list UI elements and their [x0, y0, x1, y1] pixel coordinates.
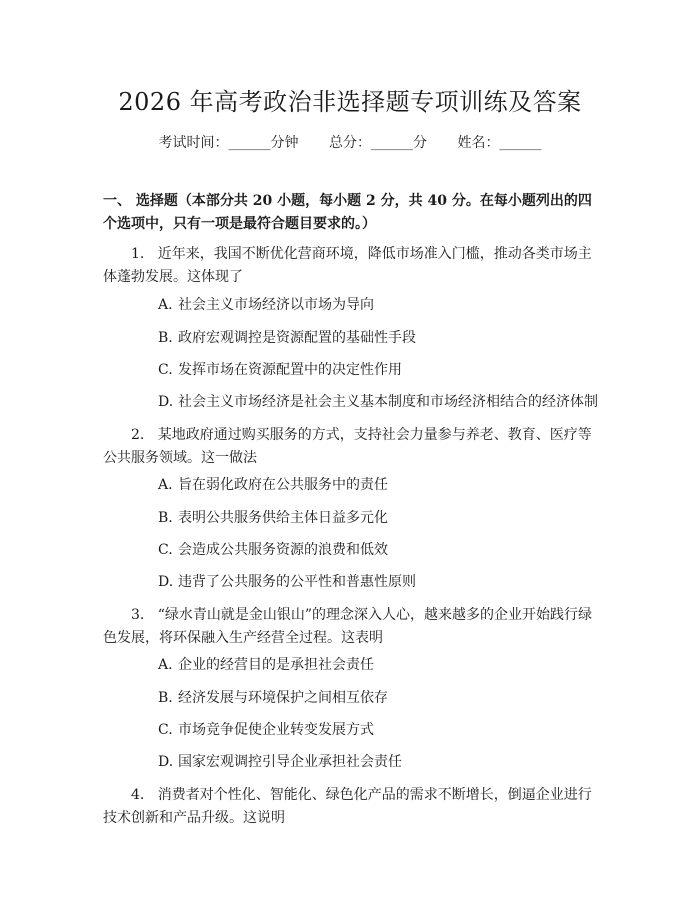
question-number: 2.	[131, 427, 145, 443]
option-2b	[158, 508, 388, 528]
question-number: 1.	[131, 246, 145, 262]
option-text: 会造成公共服务资源的浪费和低效	[178, 542, 388, 558]
option-1a	[158, 295, 374, 315]
option-label: B.	[158, 690, 173, 706]
section-heading: 一、 选择题（本部分共 20 小题，每小题 2 分，共 40 分。在每小题列出的四个选项中，只有一项是最符合题目要求的。）	[103, 193, 592, 232]
option-label: C.	[158, 542, 173, 558]
option-1b	[158, 328, 416, 348]
total-score-field: 总分：______分	[329, 135, 427, 151]
question-number: 3.	[131, 607, 145, 623]
question-stem	[103, 243, 603, 289]
question-1	[103, 243, 603, 289]
option-text: 政府宏观调控是资源配置的基础性手段	[178, 330, 416, 346]
option-text: 表明公共服务供给主体日益多元化	[178, 510, 388, 526]
option-3b	[158, 688, 388, 708]
question-3	[103, 604, 603, 650]
option-label: C.	[158, 362, 173, 378]
option-2c	[158, 540, 388, 560]
question-4	[103, 784, 603, 830]
question-stem	[103, 784, 603, 830]
option-2d	[158, 572, 416, 592]
option-label: D.	[158, 574, 174, 590]
option-text: 社会主义市场经济以市场为导向	[178, 297, 374, 313]
option-text: 经济发展与环境保护之间相互依存	[178, 690, 388, 706]
option-text: 旨在弱化政府在公共服务中的责任	[178, 477, 388, 493]
option-label: D.	[158, 754, 174, 770]
option-text: 发挥市场在资源配置中的决定性作用	[178, 362, 402, 378]
option-label: B.	[158, 510, 173, 526]
question-stem	[103, 424, 603, 470]
option-3d	[158, 752, 402, 772]
exam-time-field: 考试时间：______分钟	[158, 135, 299, 151]
question-text: 消费者对个性化、智能化、绿色化产品的需求不断增长，倒逼企业进行技术创新和产品升级。这说明	[103, 787, 592, 826]
option-label: C.	[158, 722, 173, 738]
question-text: 近年来，我国不断优化营商环境，降低市场准入门槛，推动各类市场主体蓬勃发展。这体现了	[103, 246, 592, 285]
option-label: A.	[158, 477, 173, 493]
exam-meta	[0, 132, 700, 152]
question-text: 某地政府通过购买服务的方式，支持社会力量参与养老、教育、医疗等公共服务领域。这一做法	[103, 427, 592, 466]
option-3a	[158, 655, 374, 675]
student-name-field: 姓名：______	[457, 135, 542, 151]
option-label: B.	[158, 330, 173, 346]
option-2a	[158, 475, 388, 495]
exam-title: 2026 年高考政治非选择题专项训练及答案	[118, 88, 582, 116]
question-text: “绿水青山就是金山银山”的理念深入人心，越来越多的企业开始践行绿色发展，将环保融入生产经营全过程。这表明	[103, 607, 593, 646]
option-text: 违背了公共服务的公平性和普惠性原则	[178, 574, 416, 590]
question-number: 4.	[131, 787, 145, 803]
option-1d	[158, 392, 598, 412]
option-text: 国家宏观调控引导企业承担社会责任	[178, 754, 402, 770]
option-label: D.	[158, 394, 174, 410]
option-text: 市场竞争促使企业转变发展方式	[178, 722, 374, 738]
option-label: A.	[158, 297, 173, 313]
option-label: A.	[158, 657, 173, 673]
question-2	[103, 424, 603, 470]
option-text: 社会主义市场经济是社会主义基本制度和市场经济相结合的经济体制	[178, 394, 598, 410]
option-1c	[158, 360, 402, 380]
question-stem	[103, 604, 603, 650]
option-3c	[158, 720, 374, 740]
option-text: 企业的经营目的是承担社会责任	[178, 657, 374, 673]
